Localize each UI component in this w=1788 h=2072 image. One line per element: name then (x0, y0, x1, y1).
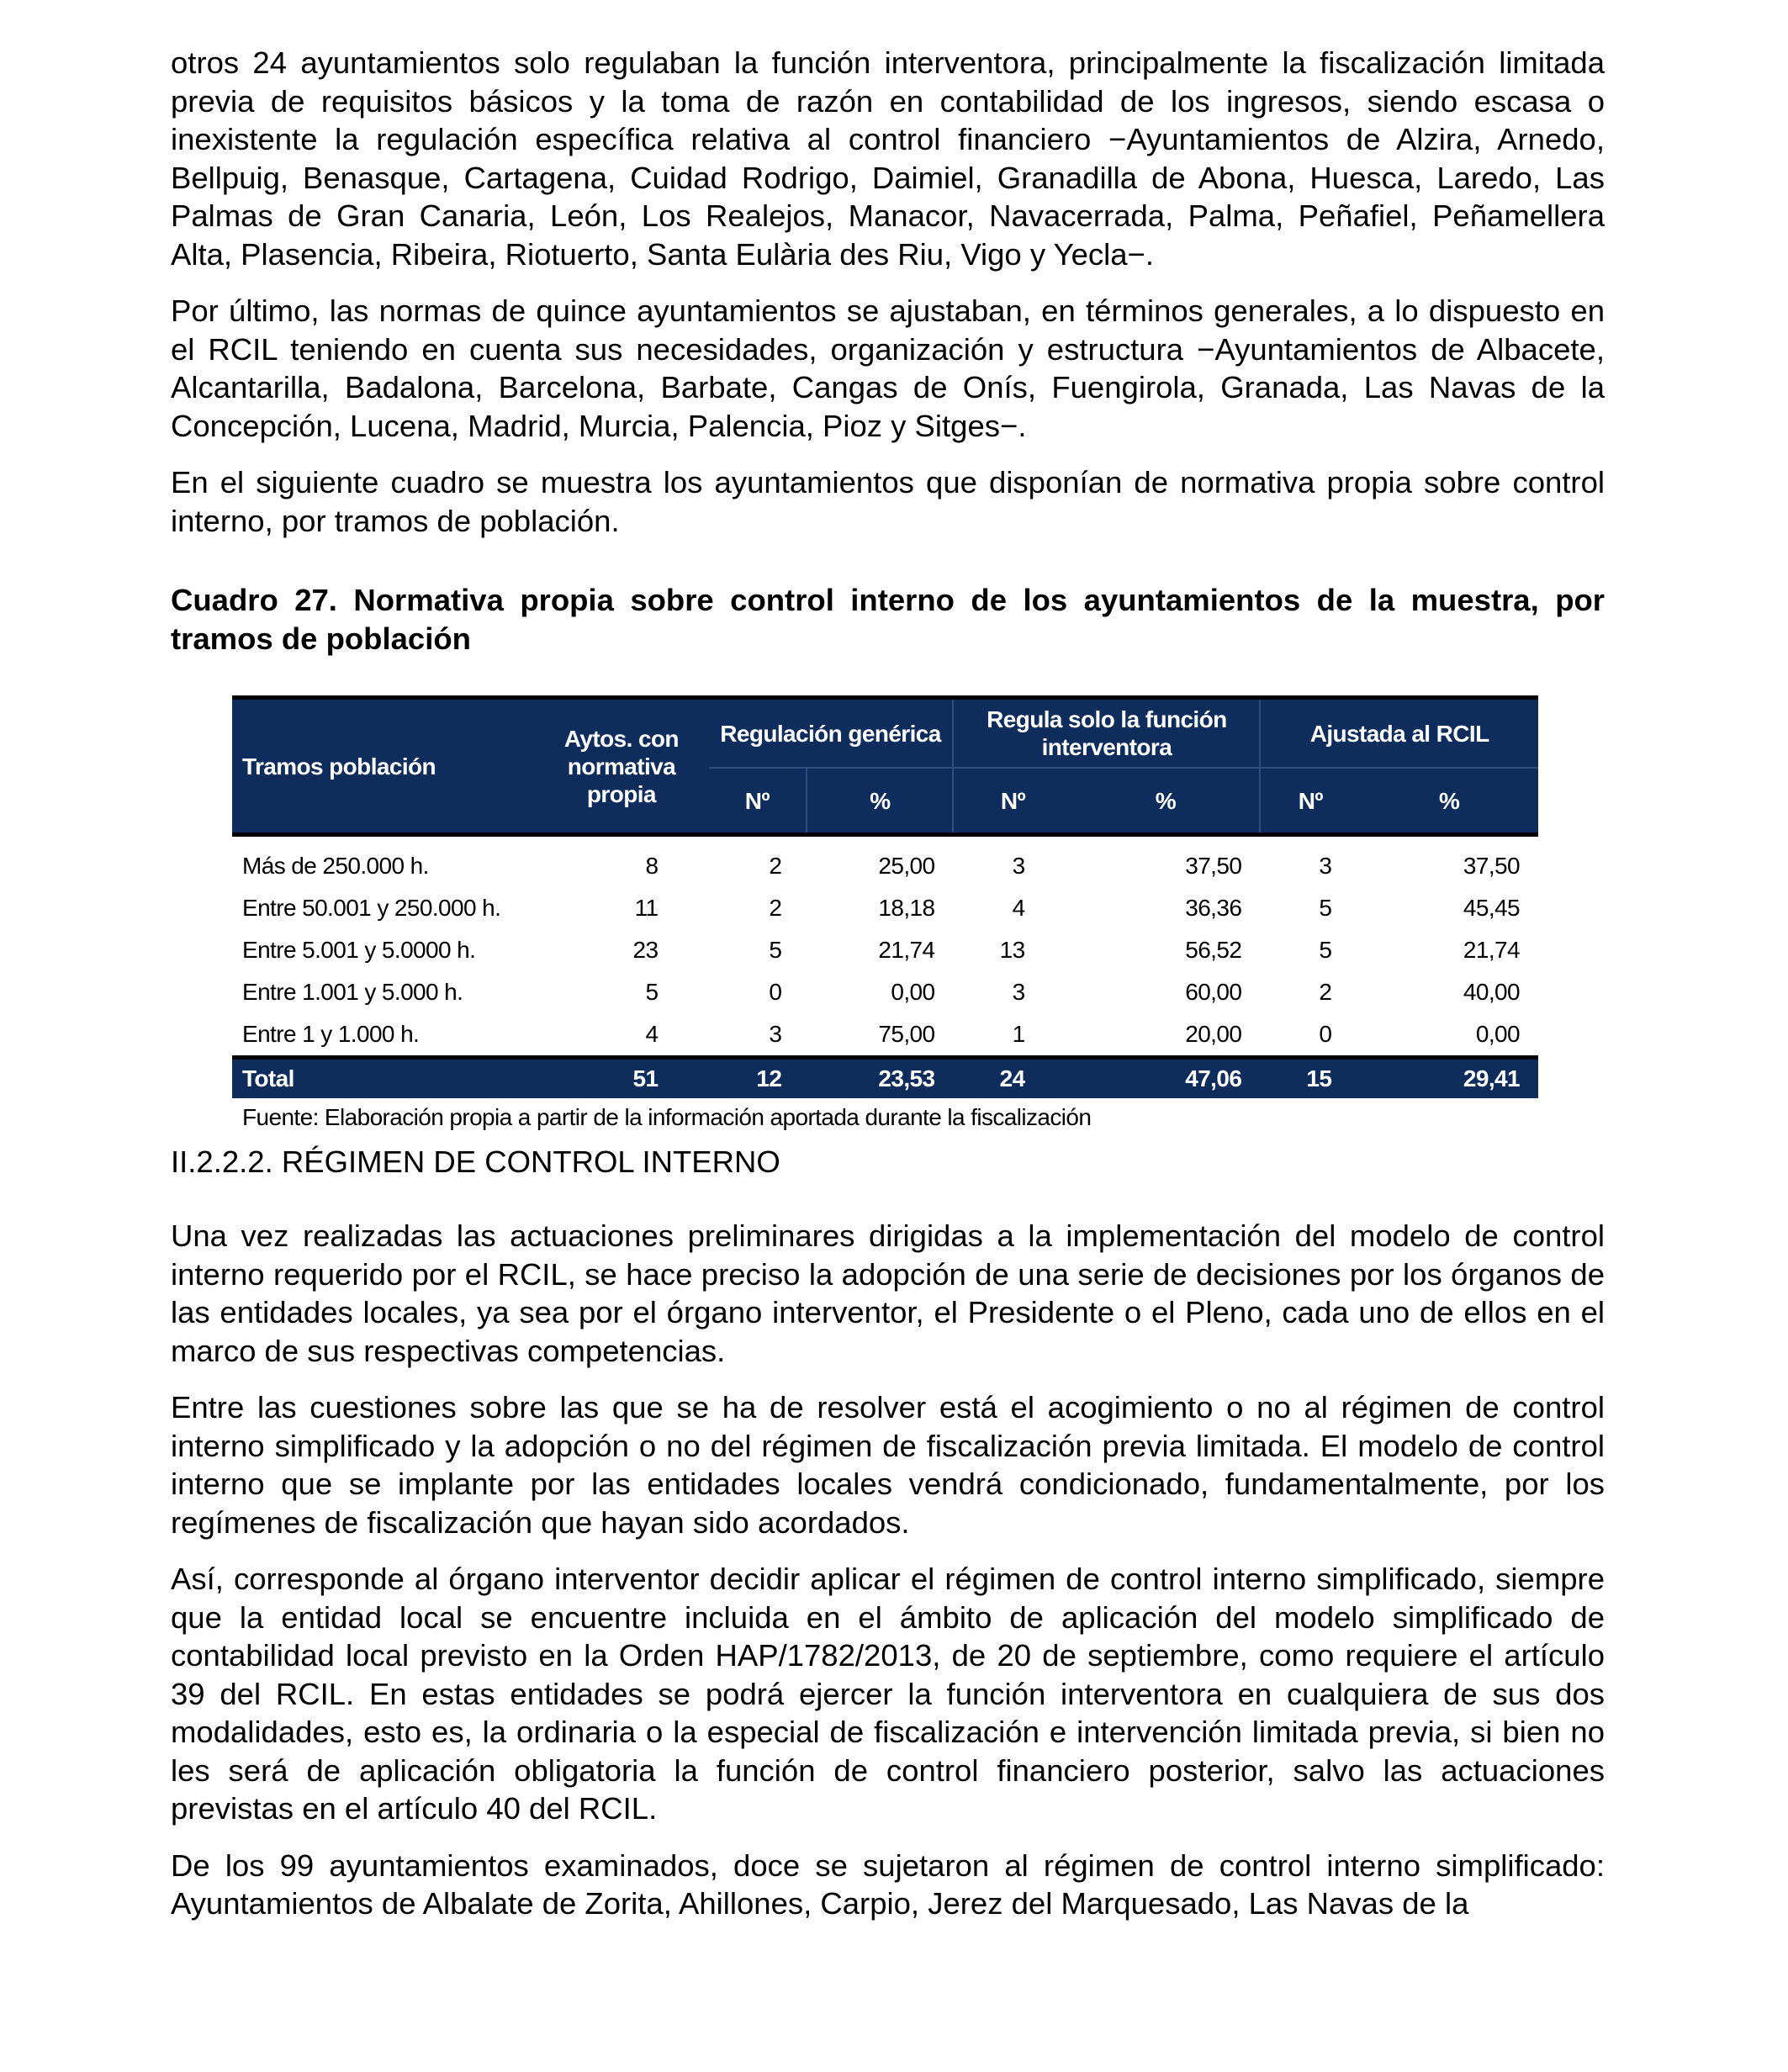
row-rcil-pct: 40,00 (1463, 979, 1520, 1005)
row-gen-pct: 18,18 (878, 895, 935, 921)
table-wrap (232, 695, 1538, 1132)
row-label: Entre 1.001 y 5.000 h. (242, 979, 463, 1005)
row-gen-num: 0 (769, 979, 782, 1005)
total-label: Total (232, 1058, 534, 1099)
total-int-num: 24 (953, 1058, 1071, 1099)
row-int-pct: 36,36 (1185, 895, 1242, 921)
table-row (232, 835, 1538, 888)
row-gen-pct: 0,00 (891, 979, 935, 1005)
total-rcil-pct: 29,41 (1360, 1058, 1538, 1099)
row-int-pct: 37,50 (1185, 853, 1242, 879)
header-gen-num: Nº (709, 768, 807, 835)
row-gen-pct: 21,74 (878, 937, 935, 963)
table-row (232, 929, 1538, 971)
row-rcil-num: 2 (1319, 979, 1332, 1005)
row-aytos: 11 (634, 895, 659, 921)
table-caption: Cuadro 27. Normativa propia sobre control interno de los ayuntamientos de la muestra, por tramos de población (171, 583, 1605, 656)
total-int-pct: 47,06 (1072, 1058, 1261, 1099)
row-gen-pct: 25,00 (878, 853, 935, 879)
total-gen-num: 12 (709, 1058, 807, 1099)
row-gen-num: 5 (769, 937, 782, 963)
row-int-num: 1 (1012, 1021, 1025, 1047)
row-rcil-num: 5 (1319, 937, 1332, 963)
section-heading: II.2.2.2. RÉGIMEN DE CONTROL INTERNO (171, 1144, 780, 1179)
header-group-interventora: Regula solo la función interventora (953, 698, 1260, 769)
population-table (232, 695, 1538, 1098)
row-aytos: 5 (645, 979, 659, 1005)
row-rcil-pct: 0,00 (1475, 1021, 1520, 1047)
document-page (171, 44, 1605, 1923)
row-int-pct: 60,00 (1185, 979, 1242, 1005)
header-tramos: Tramos población (232, 698, 534, 835)
paragraph-cuestiones: Entre las cuestiones sobre las que se ha de resolver está el acogimiento o no al régimen de control interno simplificado y la adopción o no del régimen de fiscalización previa limitada. El modelo de control interno que se implante por las entidades locales vendrá condicionado, fundamentalmente, por los regímenes de fiscalización que hayan sido acordados. (171, 1390, 1605, 1540)
row-int-pct: 20,00 (1185, 1021, 1242, 1047)
row-int-pct: 56,52 (1185, 937, 1242, 963)
row-rcil-pct: 21,74 (1463, 937, 1520, 963)
row-int-num: 3 (1012, 853, 1025, 879)
header-group-rcil: Ajustada al RCIL (1260, 698, 1538, 769)
row-label: Más de 250.000 h. (242, 853, 429, 879)
row-label: Entre 50.001 y 250.000 h. (242, 895, 501, 921)
row-rcil-num: 5 (1319, 895, 1332, 921)
table-row (232, 971, 1538, 1013)
row-rcil-num: 3 (1319, 853, 1332, 879)
total-gen-pct: 23,53 (807, 1058, 953, 1099)
paragraph-quince-ayuntamientos: Por último, las normas de quince ayuntamientos se ajustaban, en términos generales, a lo dispuesto en el RCIL teniendo en cuenta sus necesidades, organización y estructura −Ayuntamientos de Albacete, Alcantarilla, Badalona, Barcelona, Barbate, Cangas de Onís, Fuengirola, Granada, Las Navas de la Concepción, Lucena, Madrid, Murcia, Palencia, Pioz y Sitges−. (171, 293, 1605, 443)
total-aytos: 51 (534, 1058, 708, 1099)
row-int-num: 13 (999, 937, 1025, 963)
header-rcil-num: Nº (1260, 768, 1360, 835)
table-row (232, 887, 1538, 929)
paragraph-siguiente-cuadro: En el siguiente cuadro se muestra los ayuntamientos que disponían de normativa propia sobre control interno, por tramos de población. (171, 465, 1605, 538)
row-rcil-pct: 37,50 (1463, 853, 1520, 879)
table-total-row (232, 1058, 1538, 1099)
row-aytos: 4 (645, 1021, 659, 1047)
header-group-generica: Regulación genérica (709, 698, 954, 769)
row-gen-num: 3 (769, 1021, 782, 1047)
row-rcil-pct: 45,45 (1463, 895, 1520, 921)
row-gen-pct: 75,00 (878, 1021, 935, 1047)
paragraph-actuaciones-preliminares: Una vez realizadas las actuaciones preliminares dirigidas a la implementación del modelo de control interno requerido por el RCIL, se hace preciso la adopción de una serie de decisiones por los órganos de las entidades locales, ya sea por el órgano interventor, el Presidente o el Pleno, cada uno de ellos en el marco de sus respectivas competencias. (171, 1218, 1605, 1368)
paragraph-99-ayuntamientos: De los 99 ayuntamientos examinados, doce se sujetaron al régimen de control interno simplificado: Ayuntamientos de Albalate de Zorita, Ahillones, Carpio, Jerez del Marquesado, Las Navas de la (171, 1847, 1605, 1921)
table-source-note: Fuente: Elaboración propia a partir de la información aportada durante la fiscalización (242, 1104, 1092, 1130)
row-aytos: 8 (645, 853, 659, 879)
header-int-pct: % (1072, 768, 1261, 835)
row-int-num: 4 (1012, 895, 1025, 921)
header-int-num: Nº (953, 768, 1071, 835)
table-row (232, 1013, 1538, 1058)
row-aytos: 23 (632, 937, 659, 963)
row-rcil-num: 0 (1319, 1021, 1332, 1047)
total-rcil-num: 15 (1260, 1058, 1360, 1099)
row-int-num: 3 (1012, 979, 1025, 1005)
paragraph-control-financiero: otros 24 ayuntamientos solo regulaban la función interventora, principalmente la fiscalización limitada previa de requisitos básicos y la toma de razón en contabilidad de los ingresos, siendo escasa o inexistente la regulación específica relativa al control financiero −Ayuntamientos de Alzira, Arnedo, Bellpuig, Benasque, Cartagena, Cuidad Rodrigo, Daimiel, Granadilla de Abona, Huesca, Laredo, Las Palmas de Gran Canaria, León, Los Realejos, Manacor, Navacerrada, Palma, Peñafiel, Peñamellera Alta, Plasencia, Ribeira, Riotuerto, Santa Eulària des Riu, Vigo y Yecla−. (171, 45, 1605, 272)
header-gen-pct: % (807, 768, 953, 835)
row-label: Entre 5.001 y 5.0000 h. (242, 937, 476, 963)
row-label: Entre 1 y 1.000 h. (242, 1021, 420, 1047)
header-rcil-pct: % (1360, 768, 1538, 835)
table-container (171, 658, 1605, 1143)
paragraph-organo-interventor: Así, corresponde al órgano interventor decidir aplicar el régimen de control interno simplificado, siempre que la entidad local se encuentre incluida en el ámbito de aplicación del modelo simplificado de contabilidad local previsto en la Orden HAP/1782/2013, de 20 de septiembre, como requiere el artículo 39 del RCIL. En estas entidades se podrá ejercer la función interventora en cualquiera de sus dos modalidades, esto es, la ordinaria o la especial de fiscalización e intervención limitada previa, si bien no les será de aplicación obligatoria la función de control financiero posterior, salvo las actuaciones previstas en el artículo 40 del RCIL. (171, 1562, 1605, 1826)
header-aytos: Aytos. con normativa propia (534, 698, 708, 835)
row-gen-num: 2 (769, 895, 782, 921)
row-gen-num: 2 (769, 853, 782, 879)
